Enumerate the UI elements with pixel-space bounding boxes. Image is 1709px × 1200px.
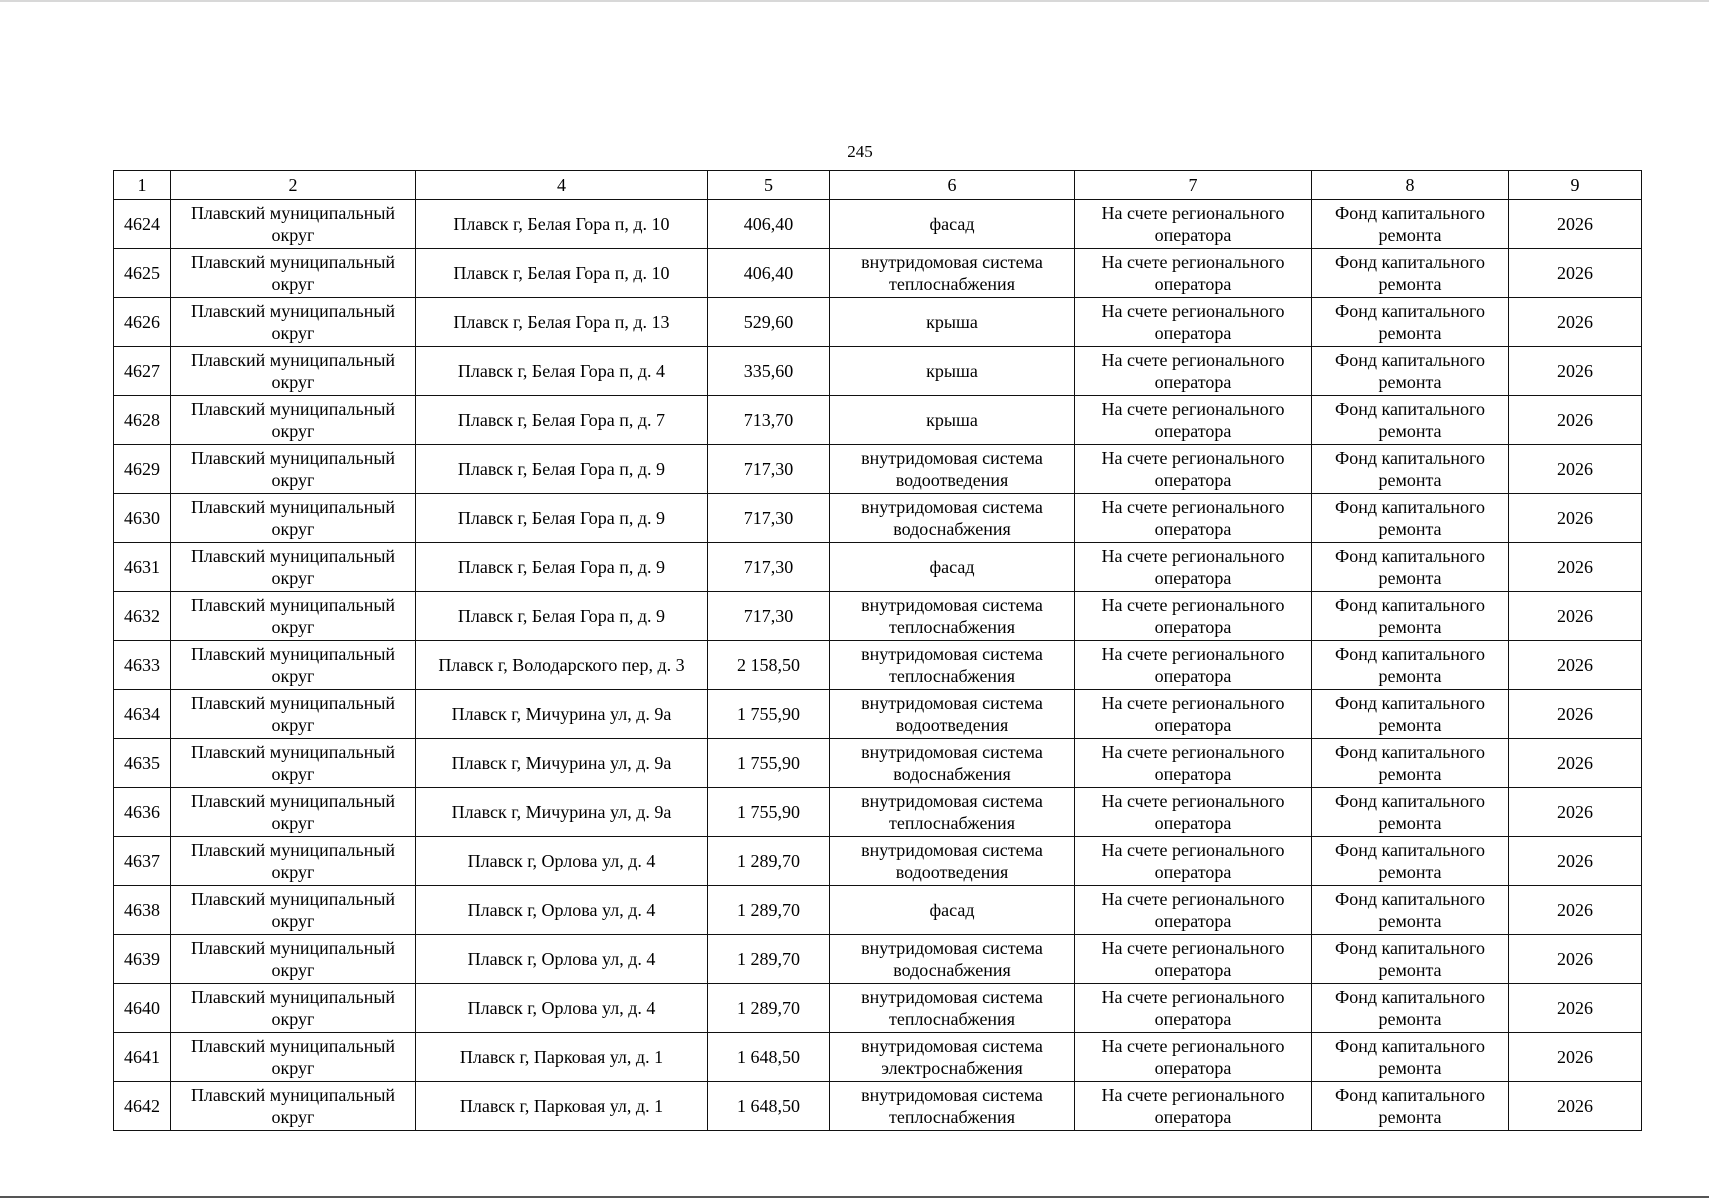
work-type-cell: внутридомовая система водоснабжения <box>830 739 1075 788</box>
area-cell: 2 158,50 <box>708 641 830 690</box>
row-number: 4636 <box>114 788 171 837</box>
table-row <box>114 1082 1642 1131</box>
row-number: 4632 <box>114 592 171 641</box>
funding-source-cell: Фонд капитального ремонта <box>1312 396 1509 445</box>
column-header: 6 <box>830 171 1075 200</box>
column-header: 2 <box>171 171 416 200</box>
work-type-cell: внутридомовая система теплоснабжения <box>830 1082 1075 1131</box>
area-cell: 713,70 <box>708 396 830 445</box>
area-cell: 1 648,50 <box>708 1033 830 1082</box>
district-cell: Плавский муниципальный округ <box>171 788 416 837</box>
header-row <box>114 171 1642 200</box>
year-cell: 2026 <box>1509 249 1642 298</box>
account-cell: На счете регионального оператора <box>1075 347 1312 396</box>
row-number: 4631 <box>114 543 171 592</box>
funding-source-cell: Фонд капитального ремонта <box>1312 739 1509 788</box>
row-number: 4625 <box>114 249 171 298</box>
address-cell: Плавск г, Белая Гора п, д. 9 <box>416 494 708 543</box>
district-cell: Плавский муниципальный округ <box>171 592 416 641</box>
capital-repair-table <box>113 170 1642 1131</box>
account-cell: На счете регионального оператора <box>1075 592 1312 641</box>
district-cell: Плавский муниципальный округ <box>171 690 416 739</box>
district-cell: Плавский муниципальный округ <box>171 445 416 494</box>
address-cell: Плавск г, Белая Гора п, д. 9 <box>416 543 708 592</box>
account-cell: На счете регионального оператора <box>1075 543 1312 592</box>
district-cell: Плавский муниципальный округ <box>171 347 416 396</box>
work-type-cell: внутридомовая система теплоснабжения <box>830 592 1075 641</box>
district-cell: Плавский муниципальный округ <box>171 641 416 690</box>
account-cell: На счете регионального оператора <box>1075 1082 1312 1131</box>
address-cell: Плавск г, Орлова ул, д. 4 <box>416 837 708 886</box>
district-cell: Плавский муниципальный округ <box>171 543 416 592</box>
work-type-cell: внутридомовая система электроснабжения <box>830 1033 1075 1082</box>
year-cell: 2026 <box>1509 543 1642 592</box>
funding-source-cell: Фонд капитального ремонта <box>1312 837 1509 886</box>
address-cell: Плавск г, Белая Гора п, д. 10 <box>416 200 708 249</box>
funding-source-cell: Фонд капитального ремонта <box>1312 1033 1509 1082</box>
year-cell: 2026 <box>1509 788 1642 837</box>
area-cell: 1 289,70 <box>708 837 830 886</box>
work-type-cell: крыша <box>830 298 1075 347</box>
address-cell: Плавск г, Орлова ул, д. 4 <box>416 935 708 984</box>
account-cell: На счете регионального оператора <box>1075 788 1312 837</box>
funding-source-cell: Фонд капитального ремонта <box>1312 249 1509 298</box>
row-number: 4638 <box>114 886 171 935</box>
work-type-cell: внутридомовая система водоотведения <box>830 445 1075 494</box>
column-header: 8 <box>1312 171 1509 200</box>
year-cell: 2026 <box>1509 494 1642 543</box>
scan-edge-top <box>0 0 1709 2</box>
row-number: 4629 <box>114 445 171 494</box>
table-row <box>114 837 1642 886</box>
column-header: 7 <box>1075 171 1312 200</box>
work-type-cell: крыша <box>830 396 1075 445</box>
area-cell: 717,30 <box>708 592 830 641</box>
district-cell: Плавский муниципальный округ <box>171 200 416 249</box>
address-cell: Плавск г, Белая Гора п, д. 4 <box>416 347 708 396</box>
work-type-cell: внутридомовая система теплоснабжения <box>830 641 1075 690</box>
table-row <box>114 249 1642 298</box>
district-cell: Плавский муниципальный округ <box>171 396 416 445</box>
account-cell: На счете регионального оператора <box>1075 886 1312 935</box>
work-type-cell: внутридомовая система водоотведения <box>830 690 1075 739</box>
funding-source-cell: Фонд капитального ремонта <box>1312 543 1509 592</box>
row-number: 4640 <box>114 984 171 1033</box>
district-cell: Плавский муниципальный округ <box>171 1082 416 1131</box>
funding-source-cell: Фонд капитального ремонта <box>1312 886 1509 935</box>
table-row <box>114 1033 1642 1082</box>
work-type-cell: внутридомовая система водоснабжения <box>830 494 1075 543</box>
year-cell: 2026 <box>1509 739 1642 788</box>
area-cell: 529,60 <box>708 298 830 347</box>
area-cell: 406,40 <box>708 200 830 249</box>
year-cell: 2026 <box>1509 886 1642 935</box>
page-number: 245 <box>847 142 873 161</box>
area-cell: 406,40 <box>708 249 830 298</box>
year-cell: 2026 <box>1509 445 1642 494</box>
year-cell: 2026 <box>1509 200 1642 249</box>
district-cell: Плавский муниципальный округ <box>171 298 416 347</box>
scan-edge-bottom <box>0 1196 1709 1198</box>
account-cell: На счете регионального оператора <box>1075 200 1312 249</box>
table-body <box>114 200 1642 1131</box>
address-cell: Плавск г, Белая Гора п, д. 13 <box>416 298 708 347</box>
table-row <box>114 592 1642 641</box>
row-number: 4628 <box>114 396 171 445</box>
table-row <box>114 543 1642 592</box>
row-number: 4633 <box>114 641 171 690</box>
row-number: 4634 <box>114 690 171 739</box>
work-type-cell: внутридомовая система водоотведения <box>830 837 1075 886</box>
account-cell: На счете регионального оператора <box>1075 396 1312 445</box>
funding-source-cell: Фонд капитального ремонта <box>1312 690 1509 739</box>
year-cell: 2026 <box>1509 641 1642 690</box>
account-cell: На счете регионального оператора <box>1075 1033 1312 1082</box>
table-row <box>114 445 1642 494</box>
address-cell: Плавск г, Белая Гора п, д. 9 <box>416 445 708 494</box>
year-cell: 2026 <box>1509 1082 1642 1131</box>
area-cell: 335,60 <box>708 347 830 396</box>
area-cell: 1 755,90 <box>708 690 830 739</box>
work-type-cell: фасад <box>830 200 1075 249</box>
table-row <box>114 396 1642 445</box>
account-cell: На счете регионального оператора <box>1075 690 1312 739</box>
column-header: 5 <box>708 171 830 200</box>
work-type-cell: внутридомовая система теплоснабжения <box>830 249 1075 298</box>
funding-source-cell: Фонд капитального ремонта <box>1312 298 1509 347</box>
row-number: 4637 <box>114 837 171 886</box>
funding-source-cell: Фонд капитального ремонта <box>1312 1082 1509 1131</box>
address-cell: Плавск г, Парковая ул, д. 1 <box>416 1082 708 1131</box>
row-number: 4642 <box>114 1082 171 1131</box>
funding-source-cell: Фонд капитального ремонта <box>1312 788 1509 837</box>
address-cell: Плавск г, Парковая ул, д. 1 <box>416 1033 708 1082</box>
funding-source-cell: Фонд капитального ремонта <box>1312 494 1509 543</box>
year-cell: 2026 <box>1509 592 1642 641</box>
district-cell: Плавский муниципальный округ <box>171 886 416 935</box>
row-number: 4624 <box>114 200 171 249</box>
row-number: 4630 <box>114 494 171 543</box>
column-header: 4 <box>416 171 708 200</box>
column-header: 1 <box>114 171 171 200</box>
table-row <box>114 494 1642 543</box>
address-cell: Плавск г, Орлова ул, д. 4 <box>416 886 708 935</box>
table-row <box>114 886 1642 935</box>
district-cell: Плавский муниципальный округ <box>171 494 416 543</box>
year-cell: 2026 <box>1509 298 1642 347</box>
address-cell: Плавск г, Мичурина ул, д. 9а <box>416 788 708 837</box>
table-row <box>114 200 1642 249</box>
address-cell: Плавск г, Мичурина ул, д. 9а <box>416 739 708 788</box>
column-header: 9 <box>1509 171 1642 200</box>
area-cell: 717,30 <box>708 445 830 494</box>
table-row <box>114 690 1642 739</box>
account-cell: На счете регионального оператора <box>1075 445 1312 494</box>
area-cell: 1 648,50 <box>708 1082 830 1131</box>
row-number: 4627 <box>114 347 171 396</box>
row-number: 4635 <box>114 739 171 788</box>
year-cell: 2026 <box>1509 1033 1642 1082</box>
table-row <box>114 739 1642 788</box>
district-cell: Плавский муниципальный округ <box>171 837 416 886</box>
funding-source-cell: Фонд капитального ремонта <box>1312 592 1509 641</box>
address-cell: Плавск г, Мичурина ул, д. 9а <box>416 690 708 739</box>
work-type-cell: крыша <box>830 347 1075 396</box>
district-cell: Плавский муниципальный округ <box>171 1033 416 1082</box>
row-number: 4641 <box>114 1033 171 1082</box>
district-cell: Плавский муниципальный округ <box>171 935 416 984</box>
area-cell: 1 289,70 <box>708 935 830 984</box>
funding-source-cell: Фонд капитального ремонта <box>1312 347 1509 396</box>
table-row <box>114 984 1642 1033</box>
address-cell: Плавск г, Белая Гора п, д. 7 <box>416 396 708 445</box>
table-row <box>114 298 1642 347</box>
year-cell: 2026 <box>1509 690 1642 739</box>
area-cell: 717,30 <box>708 543 830 592</box>
district-cell: Плавский муниципальный округ <box>171 249 416 298</box>
address-cell: Плавск г, Орлова ул, д. 4 <box>416 984 708 1033</box>
account-cell: На счете регионального оператора <box>1075 494 1312 543</box>
funding-source-cell: Фонд капитального ремонта <box>1312 200 1509 249</box>
funding-source-cell: Фонд капитального ремонта <box>1312 445 1509 494</box>
row-number: 4639 <box>114 935 171 984</box>
table-row <box>114 935 1642 984</box>
table-row <box>114 788 1642 837</box>
area-cell: 1 289,70 <box>708 886 830 935</box>
funding-source-cell: Фонд капитального ремонта <box>1312 935 1509 984</box>
account-cell: На счете регионального оператора <box>1075 298 1312 347</box>
address-cell: Плавск г, Белая Гора п, д. 9 <box>416 592 708 641</box>
funding-source-cell: Фонд капитального ремонта <box>1312 641 1509 690</box>
address-cell: Плавск г, Володарского пер, д. 3 <box>416 641 708 690</box>
area-cell: 1 289,70 <box>708 984 830 1033</box>
table-row <box>114 641 1642 690</box>
year-cell: 2026 <box>1509 837 1642 886</box>
account-cell: На счете регионального оператора <box>1075 984 1312 1033</box>
year-cell: 2026 <box>1509 935 1642 984</box>
account-cell: На счете регионального оператора <box>1075 837 1312 886</box>
year-cell: 2026 <box>1509 396 1642 445</box>
table-row <box>114 347 1642 396</box>
work-type-cell: внутридомовая система теплоснабжения <box>830 788 1075 837</box>
district-cell: Плавский муниципальный округ <box>171 984 416 1033</box>
address-cell: Плавск г, Белая Гора п, д. 10 <box>416 249 708 298</box>
work-type-cell: внутридомовая система водоснабжения <box>830 935 1075 984</box>
year-cell: 2026 <box>1509 984 1642 1033</box>
account-cell: На счете регионального оператора <box>1075 641 1312 690</box>
work-type-cell: фасад <box>830 886 1075 935</box>
account-cell: На счете регионального оператора <box>1075 935 1312 984</box>
funding-source-cell: Фонд капитального ремонта <box>1312 984 1509 1033</box>
account-cell: На счете регионального оператора <box>1075 739 1312 788</box>
year-cell: 2026 <box>1509 347 1642 396</box>
work-type-cell: фасад <box>830 543 1075 592</box>
area-cell: 717,30 <box>708 494 830 543</box>
district-cell: Плавский муниципальный округ <box>171 739 416 788</box>
work-type-cell: внутридомовая система теплоснабжения <box>830 984 1075 1033</box>
row-number: 4626 <box>114 298 171 347</box>
account-cell: На счете регионального оператора <box>1075 249 1312 298</box>
area-cell: 1 755,90 <box>708 739 830 788</box>
area-cell: 1 755,90 <box>708 788 830 837</box>
